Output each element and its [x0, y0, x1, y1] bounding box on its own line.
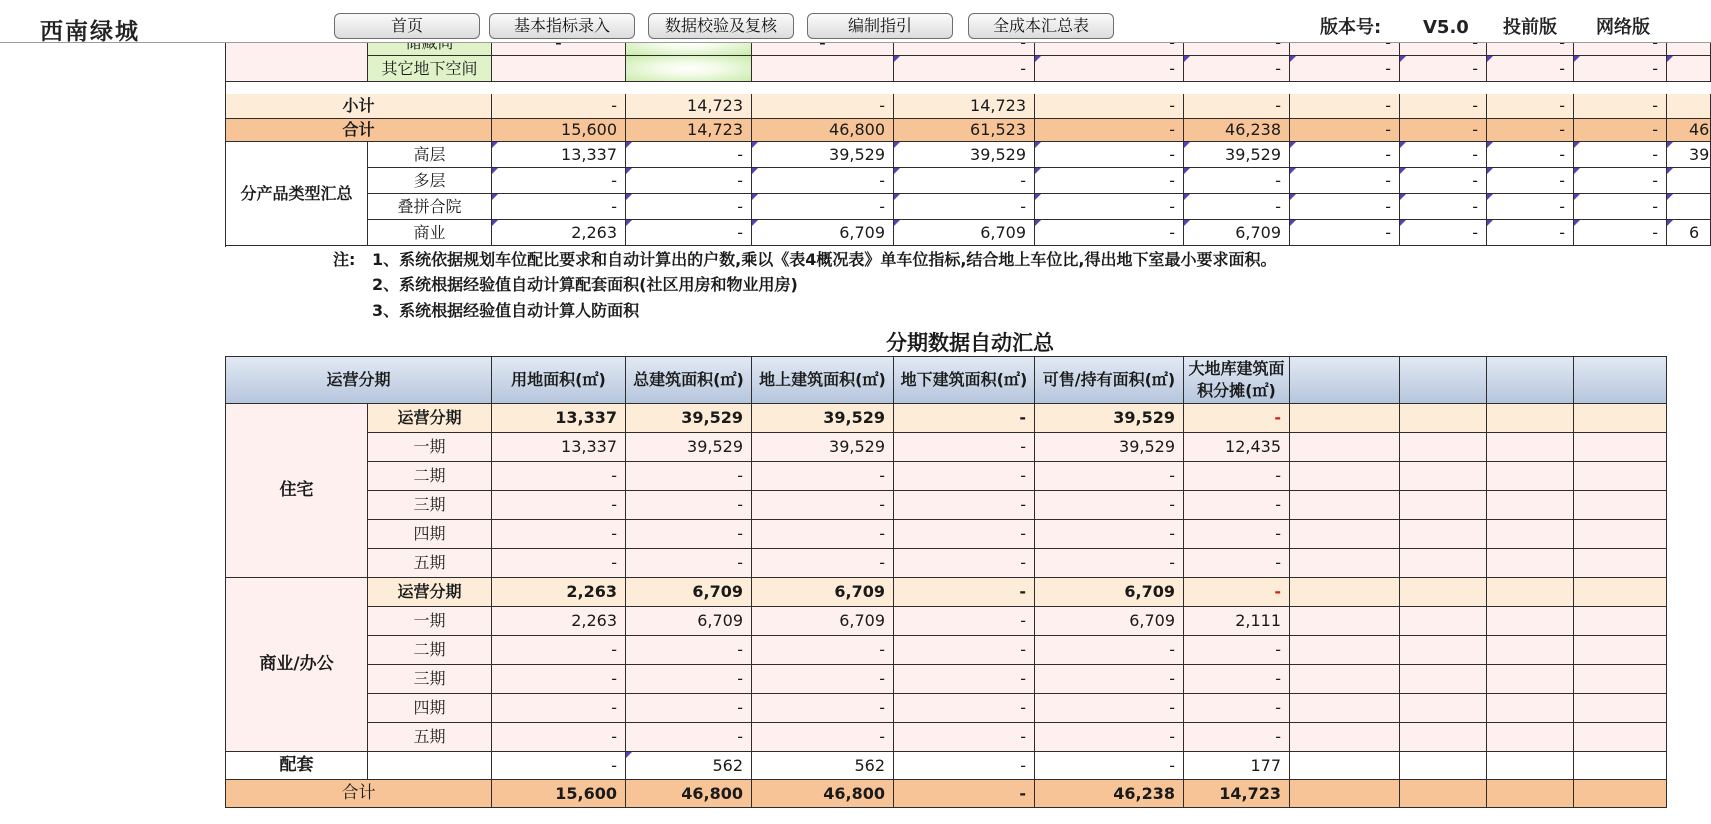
cell-blank [1487, 752, 1574, 780]
phase-row-label: 二期 [368, 636, 492, 665]
phase-value: - [1035, 636, 1184, 665]
cell-blank [1290, 723, 1400, 752]
phase-value: - [1184, 694, 1290, 723]
phase-total-value: 46,800 [626, 780, 752, 808]
product-type-value[interactable]: 6,709 [752, 220, 894, 246]
phase-value: - [1035, 723, 1184, 752]
phase-total-value: 46,800 [752, 780, 894, 808]
product-type-value[interactable]: - [1184, 168, 1290, 194]
phase-value: 13,337 [492, 433, 626, 462]
cell-blank [1487, 607, 1574, 636]
phase-value: - [894, 665, 1035, 694]
cell-blank [1574, 433, 1667, 462]
basic-indicator-input-button[interactable]: 基本指标录入 [489, 13, 635, 39]
version-number: V5.0 [1423, 17, 1469, 38]
cell-value: - [1487, 56, 1574, 82]
phase-value: - [626, 665, 752, 694]
product-type-value[interactable]: - [1035, 168, 1184, 194]
cell-blank [1400, 520, 1487, 549]
subtotal-value: - [1290, 94, 1400, 119]
column-header-blank [1290, 357, 1400, 404]
phase-value: 39,529 [752, 404, 894, 433]
column-header: 大地库建筑面积分摊(㎡) [1184, 357, 1290, 404]
cell-blank [1290, 520, 1400, 549]
subtotal-value: - [1487, 94, 1574, 119]
product-type-value[interactable]: - [752, 168, 894, 194]
subtotal-value: - [752, 94, 894, 119]
cell-blank [1400, 723, 1487, 752]
cell-blank [1574, 462, 1667, 491]
total-value: - [1487, 119, 1574, 142]
phase-value: - [752, 549, 894, 578]
product-type-value[interactable]: - [626, 168, 752, 194]
phase-value: 39,529 [626, 404, 752, 433]
column-header: 地上建筑面积(㎡) [752, 357, 894, 404]
product-type-value[interactable]: 39,529 [1184, 142, 1290, 168]
phase-value: - [492, 549, 626, 578]
cell-blank [1574, 404, 1667, 433]
cell-value [1667, 56, 1711, 82]
product-type-value[interactable]: - [1487, 220, 1574, 246]
cell-blank [1290, 404, 1400, 433]
phase-value: - [894, 462, 1035, 491]
phase-value: 6,709 [752, 607, 894, 636]
subtotal-value: 14,723 [626, 94, 752, 119]
product-type-value[interactable]: 2,263 [492, 220, 626, 246]
product-type-value[interactable]: 39,529 [894, 142, 1035, 168]
cell-blank [1400, 549, 1487, 578]
product-type-value[interactable]: - [1574, 142, 1667, 168]
phase-group-label: 商业/办公 [226, 578, 368, 752]
phase-header: 运营分期 [226, 357, 492, 404]
product-type-value[interactable]: - [1035, 220, 1184, 246]
cell-value: - [1290, 56, 1400, 82]
phase-value: - [752, 665, 894, 694]
support-value: - [492, 752, 626, 780]
product-type-value[interactable]: - [752, 194, 894, 220]
product-type-value[interactable]: - [1400, 168, 1487, 194]
table-left-border [225, 30, 226, 247]
phase-total-value: 15,600 [492, 780, 626, 808]
table-top-border [225, 356, 1667, 357]
product-type-value[interactable]: - [1487, 194, 1574, 220]
phase-row-label: 三期 [368, 665, 492, 694]
cell-blank [1574, 665, 1667, 694]
product-type-label: 商业 [368, 220, 492, 246]
cell-blank [1400, 404, 1487, 433]
data-check-button[interactable]: 数据校验及复核 [648, 13, 794, 39]
phase-value: - [1184, 578, 1290, 607]
total-value: - [1290, 119, 1400, 142]
subtotal-value: - [1400, 94, 1487, 119]
phase-value: 6,709 [626, 607, 752, 636]
product-type-overflow-value [1667, 194, 1711, 220]
cell-blank [1290, 780, 1400, 808]
phase-value: 2,111 [1184, 607, 1290, 636]
phase-value: 6,709 [1035, 578, 1184, 607]
cell-blank [1290, 462, 1400, 491]
full-cost-summary-button[interactable]: 全成本汇总表 [968, 13, 1114, 39]
phase-value: 6,709 [1035, 607, 1184, 636]
cell-blank [1667, 94, 1711, 119]
phase-value: - [1184, 636, 1290, 665]
cell-blank [1290, 694, 1400, 723]
phase-row-label: 运营分期 [368, 404, 492, 433]
phase-total-value: 46,238 [1035, 780, 1184, 808]
cell-value: - [1184, 56, 1290, 82]
column-header: 用地面积(㎡) [492, 357, 626, 404]
version-label: 版本号: [1320, 17, 1382, 38]
phase-value: - [894, 636, 1035, 665]
product-type-overflow-value [1667, 168, 1711, 194]
cell-blank [1574, 780, 1667, 808]
support-value: - [1035, 752, 1184, 780]
phase-value: 39,529 [1035, 433, 1184, 462]
cell-value: - [1574, 56, 1667, 82]
subtotal-value: - [1184, 94, 1290, 119]
cell-blank [1290, 549, 1400, 578]
subtotal-value: 14,723 [894, 94, 1035, 119]
subtotal-value: - [492, 94, 626, 119]
cell-blank [1487, 723, 1574, 752]
phase-value: 2,263 [492, 578, 626, 607]
cell-value: - [1400, 56, 1487, 82]
cell-blank [1574, 491, 1667, 520]
cell-blank [1400, 607, 1487, 636]
phase-value: - [894, 607, 1035, 636]
product-type-value[interactable]: - [1487, 168, 1574, 194]
product-type-value[interactable]: - [1400, 142, 1487, 168]
product-type-value[interactable]: - [1290, 168, 1400, 194]
product-type-overflow-value: 6 [1667, 220, 1711, 246]
phase-total-label: 合计 [226, 780, 492, 808]
column-header: 可售/持有面积(㎡) [1035, 357, 1184, 404]
support-value[interactable]: 562 [626, 752, 752, 780]
subtotal-value: - [1035, 94, 1184, 119]
product-type-value[interactable]: 6,709 [1184, 220, 1290, 246]
phase-value: - [626, 520, 752, 549]
cell-blank [1400, 780, 1487, 808]
phase-row-label: 五期 [368, 549, 492, 578]
phase-value: 13,337 [492, 404, 626, 433]
cell-blank [1400, 491, 1487, 520]
table-left-border [225, 356, 226, 808]
phase-value: - [1184, 723, 1290, 752]
phase-value: - [752, 723, 894, 752]
cell-blank [368, 752, 492, 780]
phase-value: 39,529 [626, 433, 752, 462]
cell-value: - [894, 56, 1035, 82]
product-type-label: 叠拼合院 [368, 194, 492, 220]
column-header-blank [1400, 357, 1487, 404]
cell-blank [1487, 636, 1574, 665]
product-type-value[interactable]: - [1290, 142, 1400, 168]
phase-row-label: 一期 [368, 607, 492, 636]
cell-blank [1400, 694, 1487, 723]
phase-value: - [626, 549, 752, 578]
phase-value: - [894, 694, 1035, 723]
phase-value: - [752, 636, 894, 665]
phase-row-label: 三期 [368, 491, 492, 520]
phase-value: - [1035, 462, 1184, 491]
phase-value: - [492, 491, 626, 520]
cell-blank [1290, 665, 1400, 694]
product-type-value[interactable]: - [1035, 194, 1184, 220]
phase-value: - [1035, 549, 1184, 578]
subtotal-label: 小计 [226, 94, 492, 119]
company-logo: 西南绿城 [40, 18, 140, 42]
home-button[interactable]: 首页 [334, 13, 480, 39]
product-type-value[interactable]: - [1400, 194, 1487, 220]
phase-value: 12,435 [1184, 433, 1290, 462]
product-type-value[interactable]: - [1574, 220, 1667, 246]
product-type-value[interactable]: - [1574, 194, 1667, 220]
cell-blank [1487, 578, 1574, 607]
total-value: 46,238 [1184, 119, 1290, 142]
column-header-blank [1574, 357, 1667, 404]
note-item: 3、系统根据经验值自动计算人防面积 [372, 301, 640, 320]
cell-blank [1487, 549, 1574, 578]
cell-blank [1290, 433, 1400, 462]
cell-blank [1574, 520, 1667, 549]
phase-value: - [492, 520, 626, 549]
cell-blank [1400, 578, 1487, 607]
phase-value: 39,529 [1035, 404, 1184, 433]
phase-value: 39,529 [752, 433, 894, 462]
phase-value: - [492, 694, 626, 723]
total-value: - [1035, 119, 1184, 142]
phase-row-label: 二期 [368, 462, 492, 491]
cell-blank [1400, 665, 1487, 694]
total-value: 46,800 [752, 119, 894, 142]
product-type-value[interactable]: - [626, 220, 752, 246]
cell-blank [1400, 462, 1487, 491]
phase-value: 6,709 [626, 578, 752, 607]
compile-guide-button[interactable]: 编制指引 [807, 13, 953, 39]
phase-group-label: 住宅 [226, 404, 368, 578]
total-overflow-value: 46 [1667, 119, 1711, 142]
phase-value: - [626, 462, 752, 491]
version-stage: 投前版 [1503, 17, 1557, 38]
product-type-value[interactable]: - [626, 194, 752, 220]
cell-value [752, 56, 894, 82]
support-label: 配套 [226, 752, 368, 780]
cell-blank [1487, 433, 1574, 462]
product-type-value[interactable]: - [492, 194, 626, 220]
cell-blank [1487, 694, 1574, 723]
cell-blank [1487, 462, 1574, 491]
cell-value [492, 56, 626, 82]
product-type-value[interactable]: - [1290, 220, 1400, 246]
product-type-summary-label: 分产品类型汇总 [226, 142, 368, 246]
product-type-value[interactable]: - [1290, 194, 1400, 220]
cell-blank [1290, 578, 1400, 607]
phase-value: - [626, 491, 752, 520]
total-value: 61,523 [894, 119, 1035, 142]
product-type-value[interactable]: - [1184, 194, 1290, 220]
product-type-value[interactable]: 6,709 [894, 220, 1035, 246]
product-type-value[interactable]: - [894, 168, 1035, 194]
product-type-overflow-value: 39 [1667, 142, 1711, 168]
phase-value: - [1035, 520, 1184, 549]
phase-value: - [1184, 462, 1290, 491]
product-type-value[interactable]: - [1400, 220, 1487, 246]
top-bar [0, 0, 1711, 43]
column-header-blank [1487, 357, 1574, 404]
phase-value: - [1035, 694, 1184, 723]
total-value: 15,600 [492, 119, 626, 142]
total-label: 合计 [226, 119, 492, 142]
phase-row-label: 四期 [368, 694, 492, 723]
phase-value: - [894, 404, 1035, 433]
phase-total-value: 14,723 [1184, 780, 1290, 808]
total-value: - [1574, 119, 1667, 142]
phase-value: - [894, 723, 1035, 752]
cell-blank [1574, 578, 1667, 607]
cell-blank [1487, 520, 1574, 549]
total-value: 14,723 [626, 119, 752, 142]
cell-blank [1400, 433, 1487, 462]
column-header: 总建筑面积(㎡) [626, 357, 752, 404]
product-type-label: 高层 [368, 142, 492, 168]
phase-value: - [1184, 404, 1290, 433]
support-value: 562 [752, 752, 894, 780]
phase-value: - [894, 549, 1035, 578]
phase-value: - [752, 694, 894, 723]
cell-blank [1574, 607, 1667, 636]
product-type-value[interactable]: - [1035, 142, 1184, 168]
product-type-value[interactable]: - [492, 168, 626, 194]
cell-blank [1574, 549, 1667, 578]
phase-value: - [1035, 491, 1184, 520]
cell-blank [1290, 607, 1400, 636]
cell-blank [1574, 752, 1667, 780]
phase-value: - [894, 520, 1035, 549]
phase-value: - [1184, 520, 1290, 549]
phase-row-label: 五期 [368, 723, 492, 752]
phase-value: - [626, 694, 752, 723]
product-type-value[interactable]: - [1487, 142, 1574, 168]
phase-value: 2,263 [492, 607, 626, 636]
cell-value: - [1035, 56, 1184, 82]
cell-blank [1487, 404, 1574, 433]
version-edition: 网络版 [1596, 17, 1650, 38]
phase-value: - [1184, 491, 1290, 520]
phase-value: - [1184, 665, 1290, 694]
product-type-value[interactable]: 13,337 [492, 142, 626, 168]
support-value: 177 [1184, 752, 1290, 780]
other-underground-label: 其它地下空间 [368, 56, 492, 82]
phase-value: - [1035, 665, 1184, 694]
cell-blank [1290, 752, 1400, 780]
cell-blank [1290, 636, 1400, 665]
phase-value: - [894, 433, 1035, 462]
cell-blank [1290, 491, 1400, 520]
phase-row-label: 四期 [368, 520, 492, 549]
product-type-value[interactable]: - [894, 194, 1035, 220]
subtotal-value: - [1574, 94, 1667, 119]
phase-value: - [894, 491, 1035, 520]
cell-blank [1400, 752, 1487, 780]
note-item: 2、系统根据经验值自动计算配套面积(社区用房和物业用房) [372, 275, 798, 294]
phase-total-value: - [894, 780, 1035, 808]
note-prefix: 注: [333, 250, 356, 269]
phase-value: - [752, 491, 894, 520]
cell-blank [1487, 665, 1574, 694]
product-type-label: 多层 [368, 168, 492, 194]
cell-blank [1400, 636, 1487, 665]
phase-value: - [1184, 549, 1290, 578]
phase-summary-title: 分期数据自动汇总 [886, 331, 1054, 355]
phase-value: - [752, 462, 894, 491]
product-type-value[interactable]: - [626, 142, 752, 168]
phase-value: - [492, 723, 626, 752]
phase-value: - [626, 723, 752, 752]
phase-value: 6,709 [752, 578, 894, 607]
product-type-value[interactable]: - [1574, 168, 1667, 194]
phase-row-label: 运营分期 [368, 578, 492, 607]
cell-blank [1574, 694, 1667, 723]
support-value: - [894, 752, 1035, 780]
phase-value: - [752, 520, 894, 549]
phase-value: - [492, 665, 626, 694]
cell-blank [1574, 723, 1667, 752]
phase-value: - [492, 462, 626, 491]
phase-row-label: 一期 [368, 433, 492, 462]
total-value: - [1400, 119, 1487, 142]
cell-blank [1487, 491, 1574, 520]
note-item: 1、系统依据规划车位配比要求和自动计算出的户数,乘以《表4概况表》单车位指标,结合地上车位比,得出地下室最小要求面积。 [372, 250, 1277, 269]
product-type-value[interactable]: 39,529 [752, 142, 894, 168]
cell-blank [1487, 780, 1574, 808]
phase-value: - [492, 636, 626, 665]
phase-value: - [626, 636, 752, 665]
cell-blank [1574, 636, 1667, 665]
cell-value[interactable] [626, 56, 752, 82]
phase-value: - [894, 578, 1035, 607]
column-header: 地下建筑面积(㎡) [894, 357, 1035, 404]
